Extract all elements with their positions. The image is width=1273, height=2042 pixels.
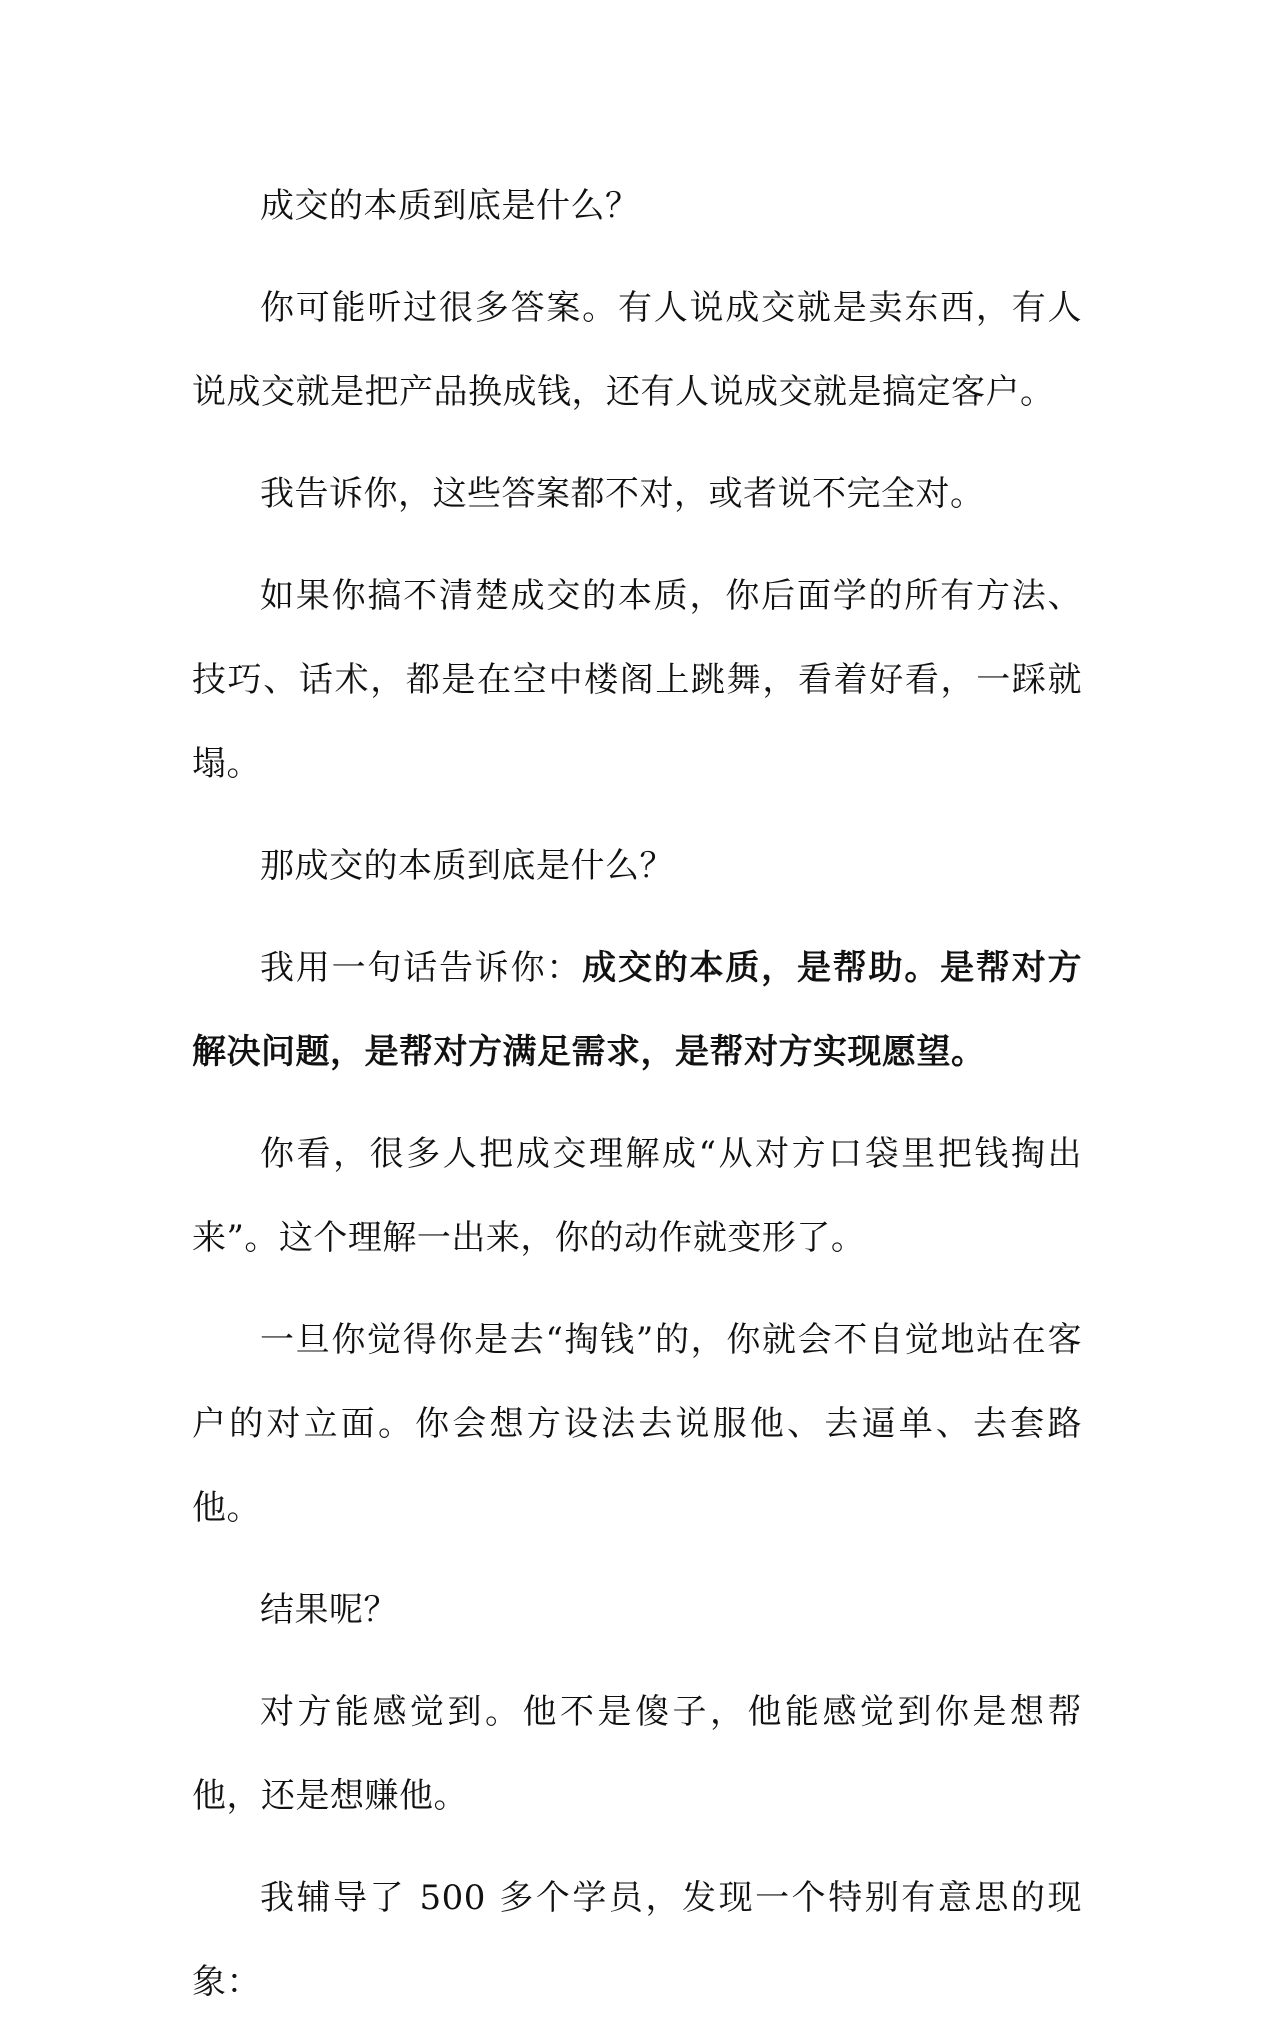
body-text: [192, 164, 1082, 2042]
key-statement: 成交的本质，是帮助。是帮对方解决问题，是帮对方满足需求，是帮对方实现愿望。: [192, 948, 1083, 1072]
paragraph: 你看，很多人把成交理解成“从对方口袋里把钱掏出来”。这个理解一出来，你的动作就变形了。: [192, 1134, 1082, 1258]
paragraph: 成交的本质到底是什么？: [260, 186, 640, 226]
paragraph-lead: 我用一句话告诉你：: [260, 948, 583, 988]
paragraph: 那成交的本质到底是什么？: [260, 846, 674, 886]
paragraph: 我辅导了 500 多个学员，发现一个特别有意思的现象：: [192, 1878, 1082, 2002]
paragraph: 如果你搞不清楚成交的本质，你后面学的所有方法、技巧、话术，都是在空中楼阁上跳舞，看着好看，一踩就塌。: [192, 576, 1082, 784]
paragraph: 你可能听过很多答案。有人说成交就是卖东西，有人说成交就是把产品换成钱，还有人说成交就是搞定客户。: [192, 288, 1082, 412]
paragraph: 一旦你觉得你是去“掏钱”的，你就会不自觉地站在客户的对立面。你会想方设法去说服他、去逼单、去套路他。: [192, 1320, 1082, 1528]
paragraph: 我告诉你，这些答案都不对，或者说不完全对。: [260, 474, 985, 514]
paragraph: 对方能感觉到。他不是傻子，他能感觉到你是想帮他，还是想赚他。: [192, 1692, 1082, 1816]
paragraph: [192, 926, 1082, 1094]
paragraph: 结果呢？: [260, 1590, 398, 1630]
